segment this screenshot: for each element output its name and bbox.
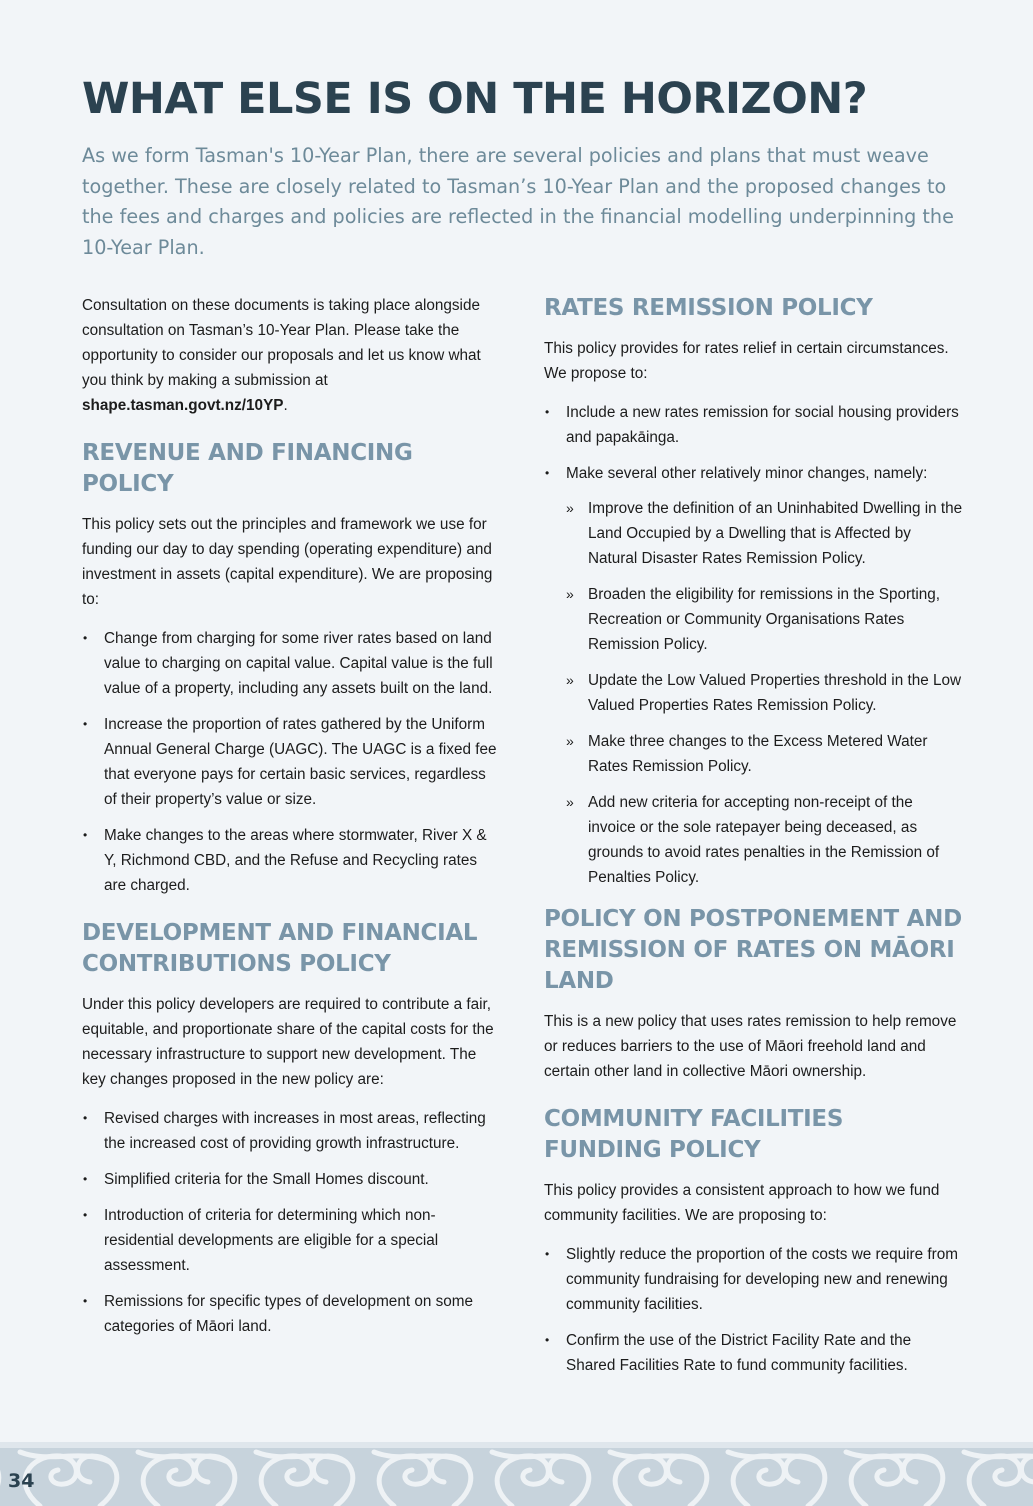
koru-pattern-icon bbox=[0, 1442, 1033, 1506]
intro-paragraph: As we form Tasman's 10-Year Plan, there are several policies and plans that must weave together. These are closely related to Tasman’s 10-Year Plan and the proposed changes to the fees and charges and policies are reflected in the financial modelling underpinning the 10-Year Plan. bbox=[82, 144, 954, 259]
sub-list-item: » Add new criteria for accepting non-receipt of the invoice or the sole ratepayer being deceased, as grounds to avoid rates penalties in the Remission of Penalties Policy. bbox=[566, 790, 964, 890]
page-title: WHAT ELSE IS ON THE HORIZON? bbox=[82, 74, 868, 124]
development-contributions-list bbox=[82, 1106, 502, 1339]
list-item: • Increase the proportion of rates gathered by the Uniform Annual General Charge (UAGC). The UAGC is a fixed fee that everyone pays for certain basic services, regardless of their property’s value or size. bbox=[82, 712, 502, 812]
list-item: • Change from charging for some river rates based on land value to charging on capital value. Capital value is the full value of a property, including any assets built on the land. bbox=[82, 626, 502, 701]
list-item-text: Make several other relatively minor changes, namely: bbox=[566, 465, 928, 482]
list-item: • Revised charges with increases in most areas, reflecting the increased cost of providing growth infrastructure. bbox=[82, 1106, 502, 1156]
sub-list-item: » Improve the definition of an Uninhabited Dwelling in the Land Occupied by a Dwelling that is Affected by Natural Disaster Rates Remission Policy. bbox=[566, 496, 964, 571]
submission-link[interactable]: shape.tasman.govt.nz/10YP bbox=[82, 397, 284, 414]
sub-list-item: » Broaden the eligibility for remissions in the Sporting, Recreation or Community Organisations Rates Remission Policy. bbox=[566, 582, 964, 657]
development-contributions-text: Under this policy developers are required to contribute a fair, equitable, and proportionate share of the capital costs for the necessary infrastructure to support new development. The key changes proposed in the new policy are: bbox=[82, 996, 494, 1088]
consultation-text: Consultation on these documents is taking place alongside consultation on Tasman’s 10-Year Plan. Please take the opportunity to consider our proposals and let us know what you think by making a submission at bbox=[82, 297, 481, 389]
development-contributions-heading: DEVELOPMENT AND FINANCIAL CONTRIBUTIONS POLICY bbox=[82, 920, 478, 977]
community-facilities-list bbox=[544, 1242, 964, 1378]
list-item: • Make changes to the areas where stormwater, River X & Y, Richmond CBD, and the Refuse and Recycling rates are charged. bbox=[82, 823, 502, 898]
list-item: • Slightly reduce the proportion of the costs we require from community fundraising for developing new and renewing community facilities. bbox=[544, 1242, 964, 1317]
page-number: 34 bbox=[8, 1470, 35, 1492]
list-item: • Include a new rates remission for social housing providers and papakāinga. bbox=[544, 400, 964, 450]
sub-list-item: » Update the Low Valued Properties threshold in the Low Valued Properties Rates Remission Policy. bbox=[566, 668, 964, 718]
rates-remission-text: This policy provides for rates relief in certain circumstances. We propose to: bbox=[544, 340, 949, 382]
maori-land-policy-heading: POLICY ON POSTPONEMENT AND REMISSION OF RATES ON MĀORI LAND bbox=[544, 906, 962, 994]
list-item: • Remissions for specific types of development on some categories of Māori land. bbox=[82, 1289, 502, 1339]
maori-land-policy-text: This is a new policy that uses rates remission to help remove or reduces barriers to the use of Māori freehold land and certain other land in collective Māori ownership. bbox=[544, 1013, 957, 1080]
sub-list-item: » Make three changes to the Excess Metered Water Rates Remission Policy. bbox=[566, 729, 964, 779]
revenue-financing-list bbox=[82, 626, 502, 898]
rates-remission-heading: RATES REMISSION POLICY bbox=[544, 295, 873, 321]
left-column bbox=[82, 293, 502, 1350]
consultation-end: . bbox=[283, 397, 288, 414]
list-item: • Introduction of criteria for determining which non-residential developments are eligible for a special assessment. bbox=[82, 1203, 502, 1278]
consultation-paragraph bbox=[82, 293, 502, 418]
list-item: • Confirm the use of the District Facility Rate and the Shared Facilities Rate to fund community facilities. bbox=[544, 1328, 964, 1378]
revenue-financing-text: This policy sets out the principles and framework we use for funding our day to day spending (operating expenditure) and investment in assets (capital expenditure). We are proposing to: bbox=[82, 516, 493, 608]
community-facilities-heading: COMMUNITY FACILITIES FUNDING POLICY bbox=[544, 1106, 844, 1163]
list-item: • Simplified criteria for the Small Homes discount. bbox=[82, 1167, 502, 1192]
decorative-footer-pattern bbox=[0, 1442, 1033, 1506]
right-column bbox=[544, 293, 964, 1389]
revenue-financing-heading: REVENUE AND FINANCING POLICY bbox=[82, 440, 413, 497]
rates-remission-list bbox=[544, 400, 964, 890]
community-facilities-text: This policy provides a consistent approach to how we fund community facilities. We are proposing to: bbox=[544, 1182, 940, 1224]
rates-remission-sublist bbox=[566, 496, 964, 890]
list-item bbox=[544, 461, 964, 890]
